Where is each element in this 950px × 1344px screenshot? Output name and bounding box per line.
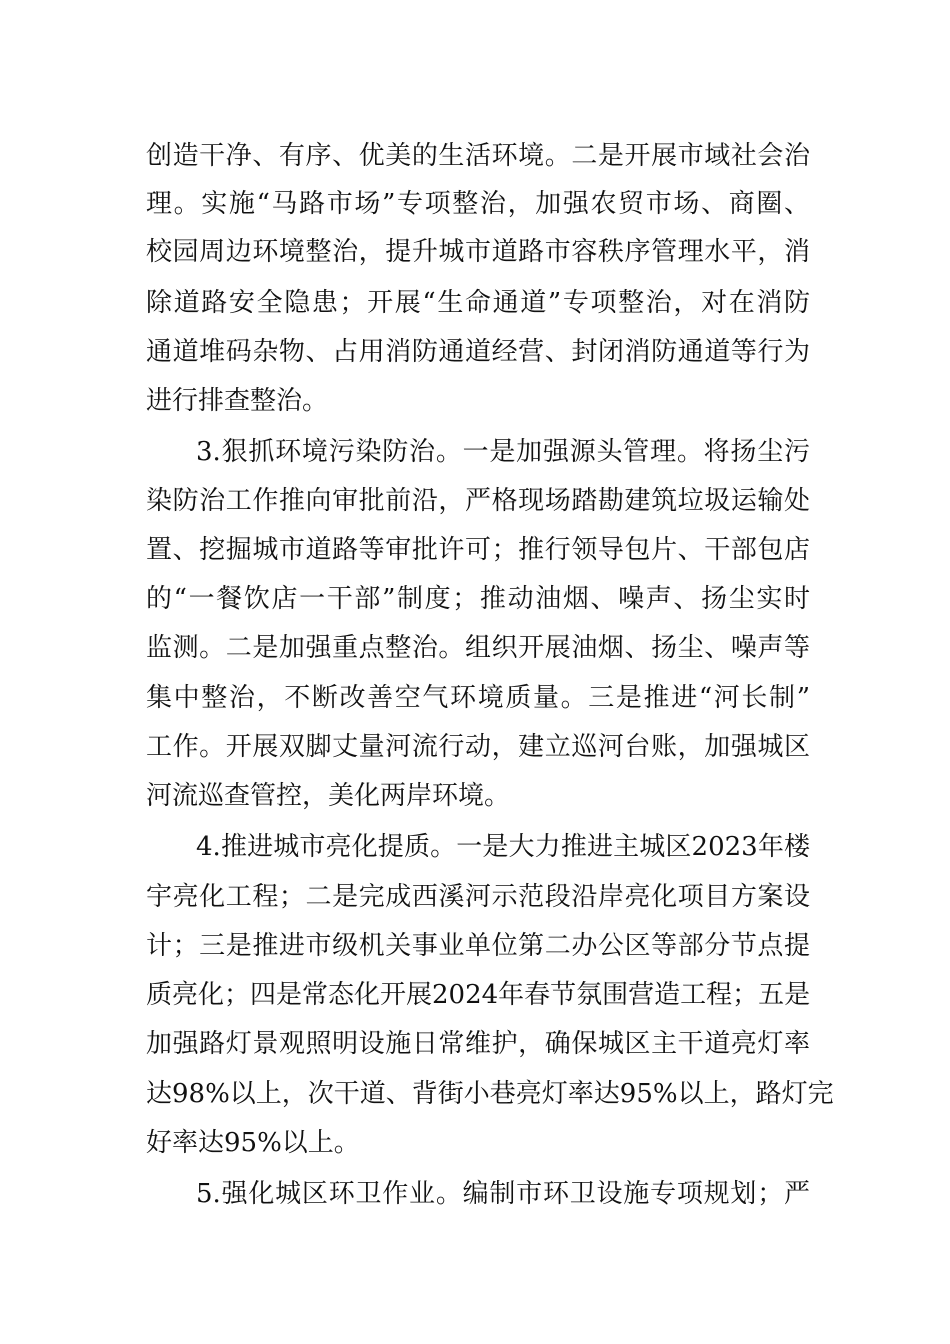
text-line: 进行排查整治。: [146, 386, 329, 416]
text-line: 达98%以上，次干道、背街小巷亮灯率达95%以上，路灯完: [146, 1079, 834, 1109]
text-line: 工作。开展双脚丈量河流行动，建立巡河台账，加强城区: [146, 732, 810, 762]
text-line: 计；三是推进市级机关事业单位第二办公区等部分节点提: [146, 931, 810, 961]
text-line: 河流巡查管控，美化两岸环境。: [146, 781, 511, 811]
text-line: 宇亮化工程；二是完成西溪河示范段沿岸亮化项目方案设: [146, 882, 810, 912]
text-line: 置、挖掘城市道路等审批许可；推行领导包片、干部包店: [146, 535, 810, 565]
text-line: 监测。二是加强重点整治。组织开展油烟、扬尘、噪声等: [146, 633, 810, 663]
text-line: 集中整治，不断改善空气环境质量。三是推进“河长制”: [146, 683, 810, 713]
text-line: 好率达95%以上。: [146, 1128, 360, 1158]
text-line: 加强路灯景观照明设施日常维护，确保城区主干道亮灯率: [146, 1029, 810, 1059]
paragraph-heading-line: 3.狠抓环境污染防治。一是加强源头管理。将扬尘污: [196, 437, 810, 467]
text-line: 质亮化；四是常态化开展2024年春节氛围营造工程；五是: [146, 980, 811, 1010]
text-line: 校园周边环境整治，提升城市道路市容秩序管理水平，消: [146, 237, 810, 267]
text-line: 的“一餐饮店一干部”制度；推动油烟、噪声、扬尘实时: [146, 584, 810, 614]
paragraph-heading-line: 5.强化城区环卫作业。编制市环卫设施专项规划；严: [196, 1179, 810, 1209]
paragraph-heading-line: 4.推进城市亮化提质。一是大力推进主城区2023年楼: [196, 832, 810, 862]
text-line: 染防治工作推向审批前沿，严格现场踏勘建筑垃圾运输处: [146, 486, 810, 516]
text-line: 除道路安全隐患；开展“生命通道”专项整治，对在消防: [146, 288, 810, 318]
text-line: 通道堆码杂物、占用消防通道经营、封闭消防通道等行为: [146, 337, 810, 367]
text-line: 理。实施“马路市场”专项整治，加强农贸市场、商圈、: [146, 189, 810, 219]
text-line: 创造干净、有序、优美的生活环境。二是开展市域社会治: [146, 141, 810, 171]
